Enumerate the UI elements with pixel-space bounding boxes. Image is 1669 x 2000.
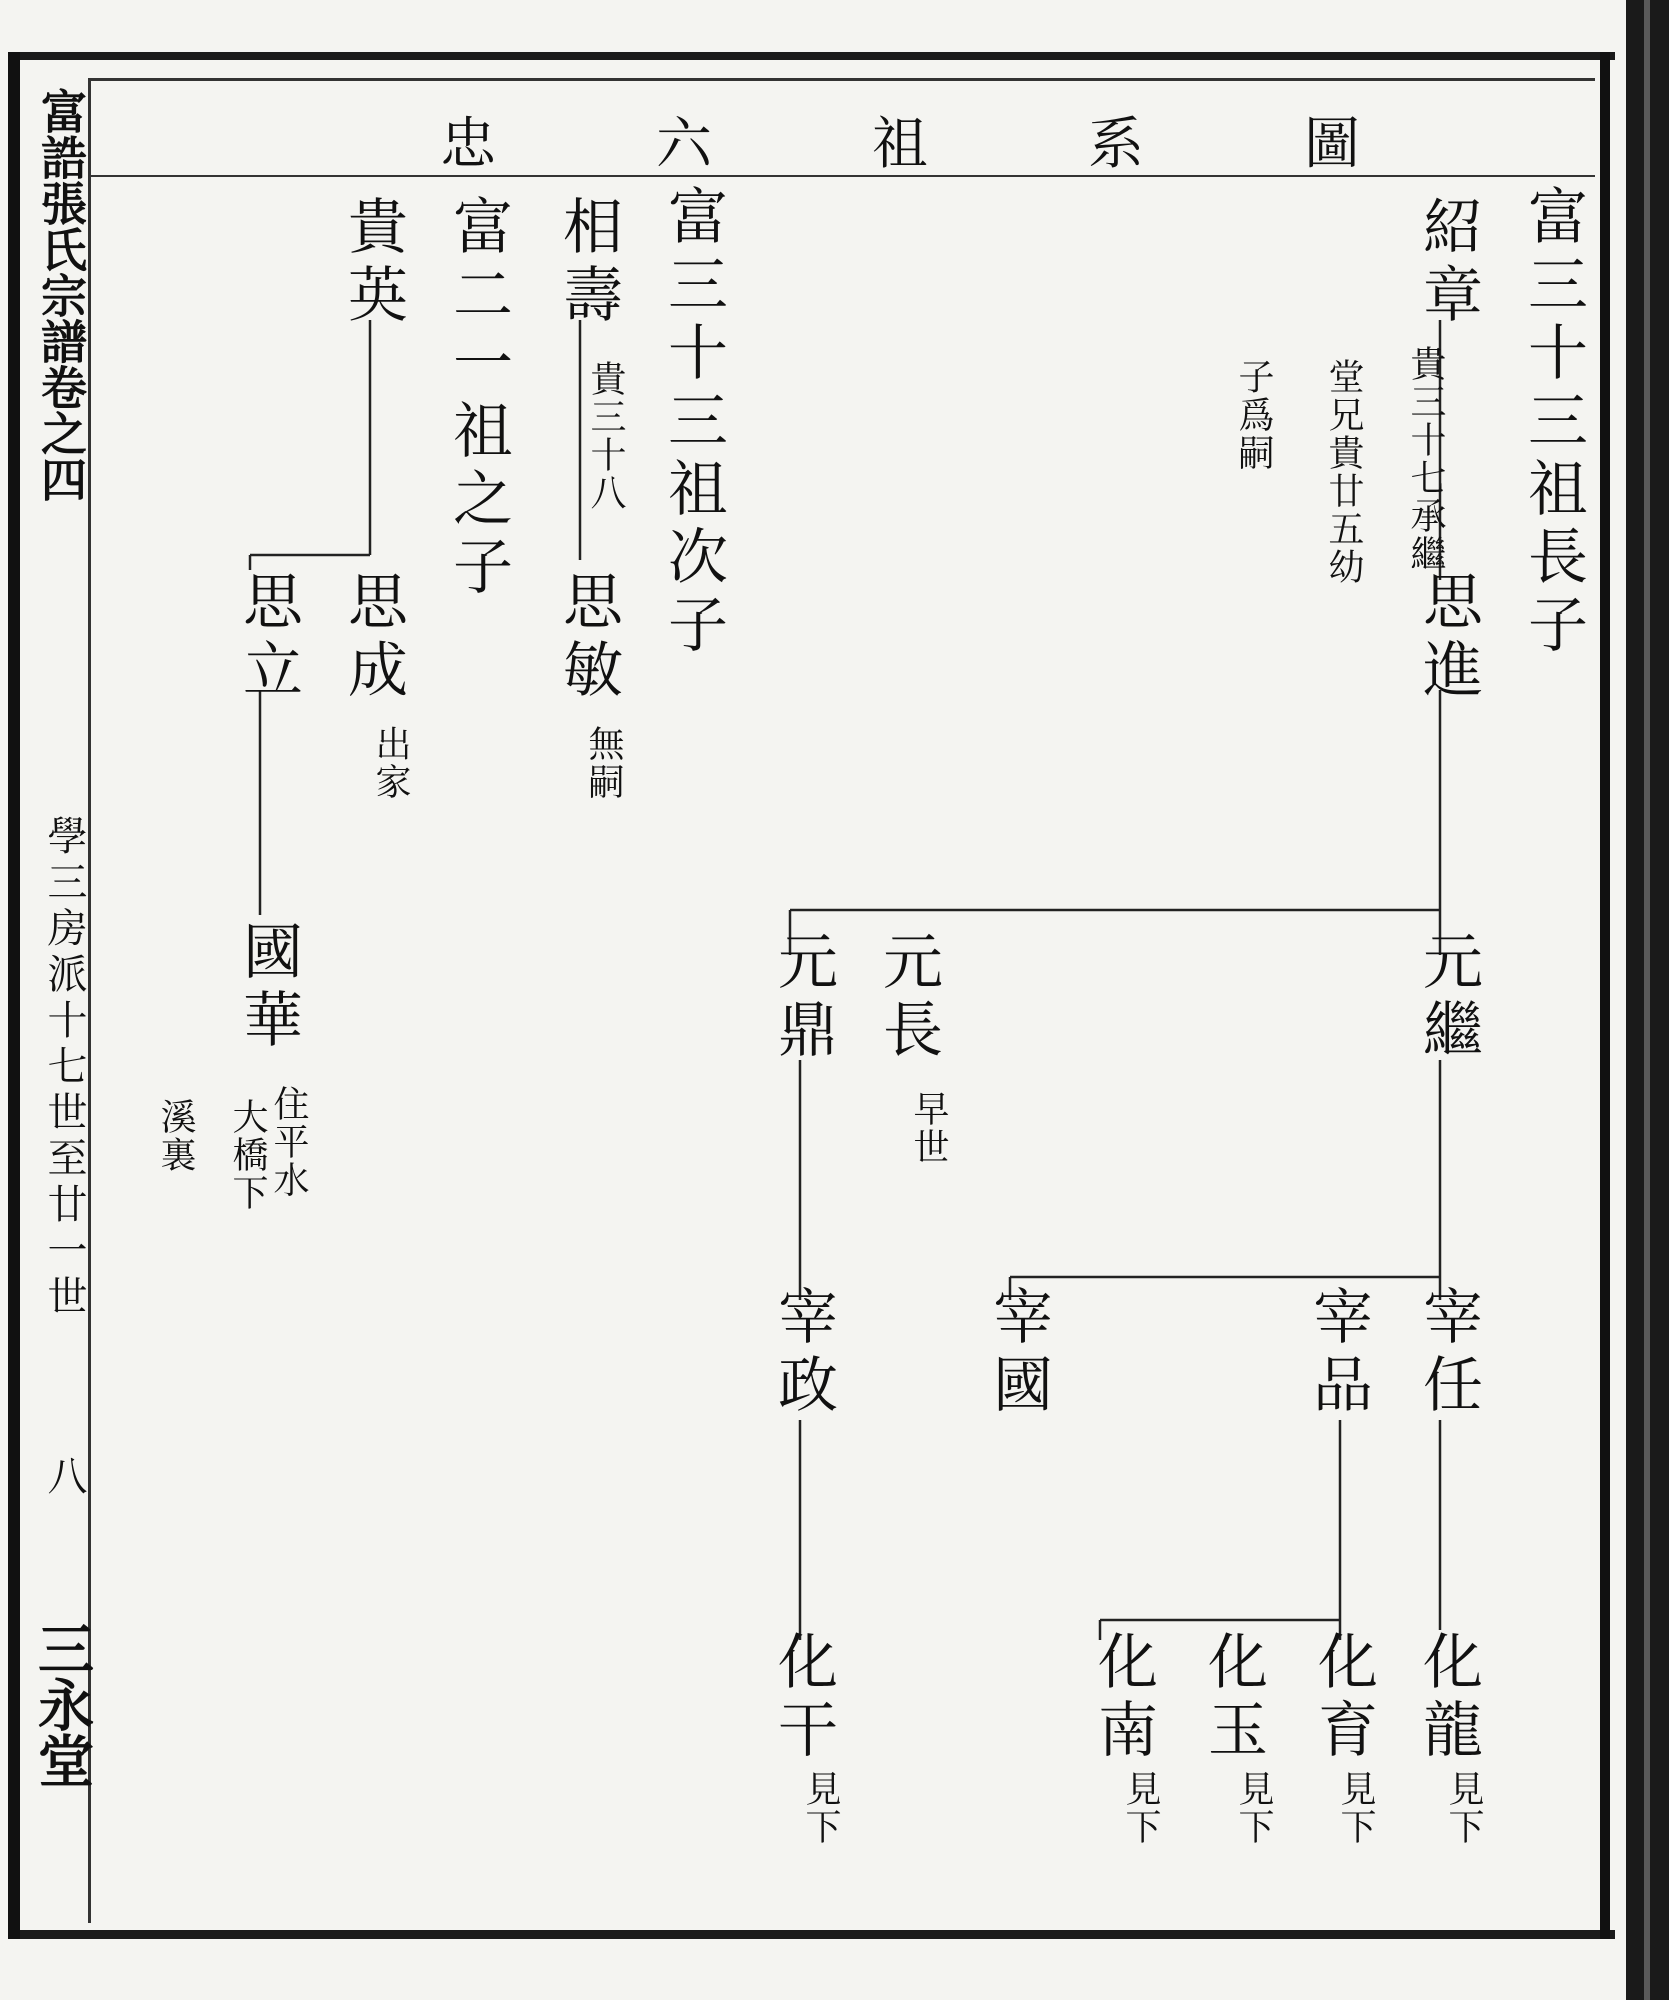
name-xiangshou: 相壽 [553, 195, 623, 331]
note-guohua-c: 溪裏 [155, 1098, 196, 1174]
name-huayu: 化育 [1308, 1630, 1378, 1766]
hall-name: 三永堂 [29, 1620, 95, 1788]
note-simin: 無嗣 [583, 725, 624, 801]
note-guohua-a: 住平水 [268, 1085, 309, 1199]
section-label: 學三房派十七世至廿一世 [41, 815, 87, 1321]
name-sijin: 思進 [1413, 570, 1483, 706]
name-sicheng: 思成 [338, 570, 408, 706]
header-fu33-eldest: 富三十三祖長子 [1518, 185, 1588, 661]
name-huayu2: 化玉 [1198, 1630, 1268, 1766]
name-hualong: 化龍 [1413, 1630, 1483, 1766]
page-title: 忠六祖系圖 [440, 112, 1520, 177]
note-yuanchang: 早世 [908, 1090, 949, 1166]
book-title: 富誥張氏宗譜卷之四 [34, 88, 88, 502]
name-sili: 思立 [233, 570, 303, 706]
note-xiangshou: 貴三十八 [585, 360, 626, 512]
name-zairen: 宰任 [1413, 1285, 1483, 1421]
name-huanan: 化南 [1088, 1630, 1158, 1766]
note-huayu2: 見下 [1233, 1770, 1274, 1846]
header-fu21: 富二一祖之子 [443, 195, 513, 603]
note-huayu: 見下 [1335, 1770, 1376, 1846]
note-guohua-b: 大橋下 [227, 1098, 268, 1212]
name-zaizheng: 宰政 [768, 1285, 838, 1421]
header-fu33-second: 富三十三祖次子 [658, 185, 728, 661]
name-yuanchang: 元長 [873, 930, 943, 1066]
name-guohua: 國華 [233, 920, 303, 1056]
note-hualong: 見下 [1443, 1770, 1484, 1846]
note-sicheng: 出家 [370, 725, 411, 801]
name-simin: 思敏 [553, 570, 623, 706]
note-shaozhang-a: 貴三十七承繼 [1405, 345, 1446, 573]
name-huagan: 化干 [768, 1630, 838, 1766]
note-huagan: 見下 [800, 1770, 841, 1846]
name-yuanji: 元繼 [1413, 930, 1483, 1066]
name-zaipin: 宰品 [1303, 1285, 1373, 1421]
name-yuanding: 元鼎 [768, 930, 838, 1066]
name-shaozhang: 紹章 [1413, 195, 1483, 331]
note-huanan: 見下 [1120, 1770, 1161, 1846]
page-number: 八 [41, 1455, 87, 1501]
note-shaozhang-b: 堂兄貴廿五幼 [1323, 358, 1364, 586]
name-guiying: 貴英 [338, 195, 408, 331]
note-shaozhang-c: 子爲嗣 [1233, 358, 1274, 472]
name-zaiguo: 宰國 [983, 1285, 1053, 1421]
